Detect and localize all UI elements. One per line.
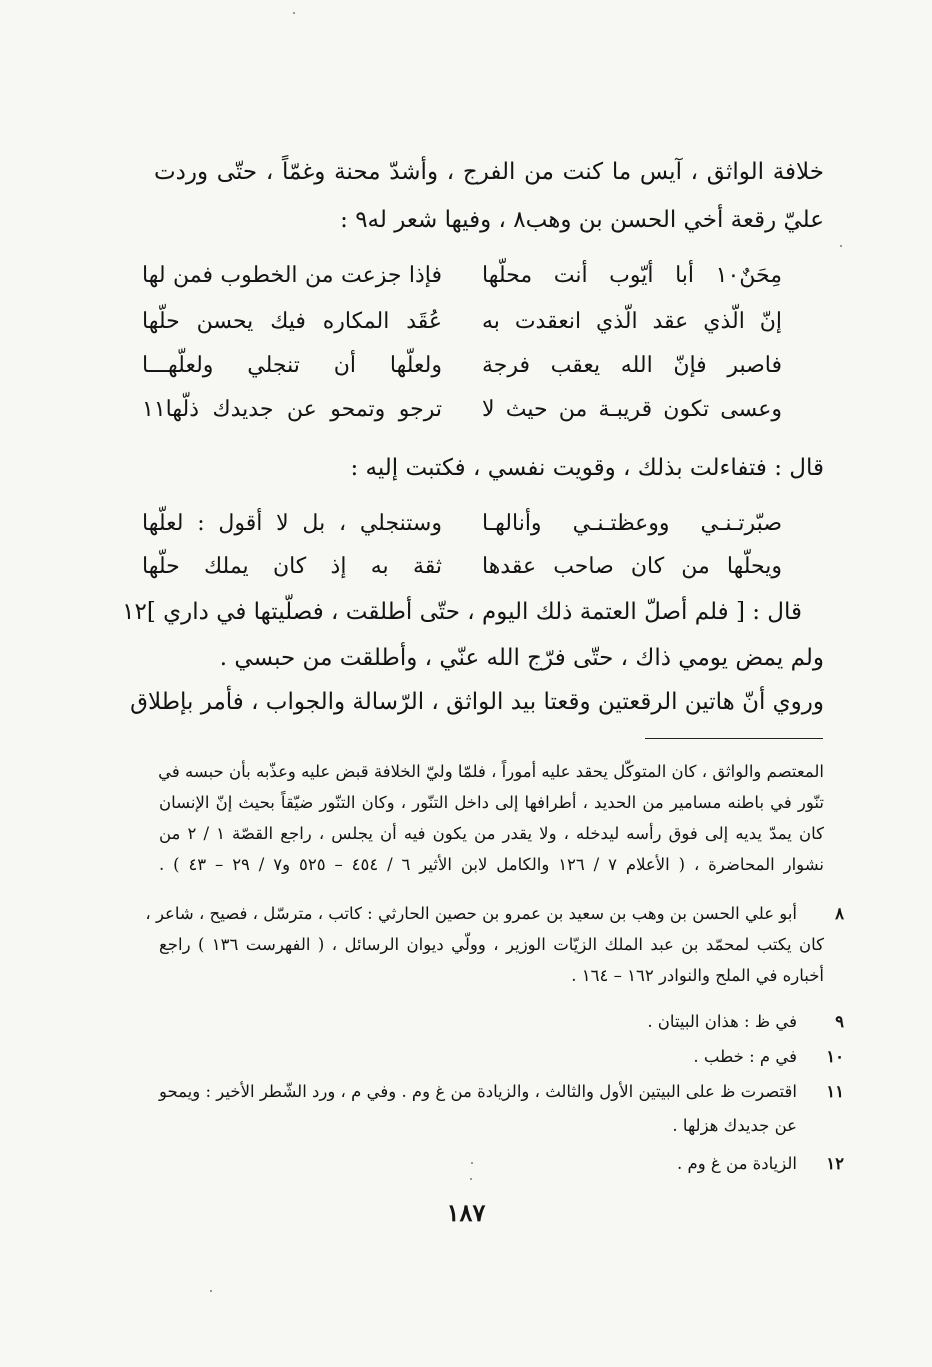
verse-hemistich-first: مِحَنٌ١٠ أبا أيّوب أنت محلّها: [482, 263, 782, 288]
footnote-number: ١٠: [826, 1047, 844, 1066]
scan-speck: [470, 1178, 472, 1180]
page-number: ١٨٧: [446, 1198, 486, 1227]
scan-speck: [210, 1290, 212, 1292]
footnote-line: الزيادة من غ وم .: [677, 1154, 797, 1173]
verse-hemistich-first: صبّرتـنـي ووعظتـنـي وأنالهـا: [482, 511, 782, 536]
verse-hemistich-second: ثقة به إذ كان يملك حلّها: [142, 554, 442, 579]
verse-hemistich-second: ترجو وتمحو عن جديدك ذلّها١١: [142, 397, 442, 422]
footnote-line: في ظ : هذان البيتان .: [647, 1012, 797, 1031]
footnote-line: في م : خطب .: [693, 1047, 797, 1066]
footnote-number: ١٢: [826, 1154, 844, 1173]
body-line: خلافة الواثق ، آيس ما كنت من الفرج ، وأشدّ محنة وغمّاً ، حتّى وردت: [154, 159, 824, 185]
footnote-separator: [645, 738, 823, 739]
verse-hemistich-first: وعسى تكون قريبـة من حيث لا: [482, 397, 782, 422]
footnote-number: ٨: [835, 904, 844, 923]
footnote-line: كان يكتب لمحمّد بن عبد الملك الزيّات الوزير ، وولّي ديوان الرسائل ، ( الفهرست ١٣٦ ) راجع: [159, 935, 824, 954]
scan-speck: [840, 245, 842, 247]
footnote-number: ٩: [835, 1012, 844, 1031]
footnote-line: أخباره في الملح والنوادر ١٦٢ – ١٦٤ .: [571, 966, 824, 985]
verse-hemistich-second: فإذا جزعت من الخطوب فمن لها: [142, 263, 442, 288]
body-line: ولم يمض يومي ذاك ، حتّى فرّج الله عنّي ، وأطلقت من حبسي .: [219, 645, 824, 671]
body-line: عليّ رقعة أخي الحسن بن وهب٨ ، وفيها شعر له٩ :: [340, 207, 824, 233]
footnote-line: المعتصم والواثق ، كان المتوكّل يحقد عليه أموراً ، فلمّا وليّ الخلافة قبض عليه وعذّبه بأن حبسه في: [158, 762, 824, 781]
verse-hemistich-second: وستنجلي ، بل لا أقول : لعلّها: [142, 511, 442, 536]
footnote-line: اقتصرت ظ على البيتين الأول والثالث ، والزيادة من غ وم . وفي م ، ورد الشّطر الأخير : ويمحو: [158, 1082, 797, 1101]
verse-hemistich-first: فاصبر فإنّ الله يعقب فرجة: [482, 353, 782, 378]
verse-hemistich-second: ولعلّها أن تنجلي ولعلّهـــا: [142, 353, 442, 378]
footnote-line: أبو علي الحسن بن وهب بن سعيد بن عمرو بن حصين الحارثي : كاتب ، مترسّل ، فصيح ، شاعر ،: [145, 904, 797, 923]
footnote-number: ١١: [826, 1082, 844, 1101]
body-line: وروي أنّ هاتين الرقعتين وقعتا بيد الواثق ، الرّسالة والجواب ، فأمر بإطلاق: [130, 689, 824, 715]
footnote-line: نشوار المحاضرة ، ( الأعلام ٧ / ١٢٦ والكامل لابن الأثير ٦ / ٤٥٤ – ٥٢٥ و٧ / ٢٩ – ٤٣ ) .: [159, 855, 825, 874]
body-line: قال : [ فلم أصلّ العتمة ذلك اليوم ، حتّى أطلقت ، فصلّيتها في داري ]١٢: [122, 599, 802, 625]
verse-hemistich-second: عُقَد المكاره فيك يحسن حلّها: [142, 309, 442, 334]
verse-hemistich-first: ويحلّها من كان صاحب عقدها: [482, 554, 782, 579]
scan-speck: [471, 1162, 473, 1164]
body-line: قال : فتفاءلت بذلك ، وقويت نفسي ، فكتبت إليه :: [350, 455, 824, 481]
footnote-line: كان يمدّ يديه إلى فوق رأسه ليدخله ، ولا يقدر من يكون فيه أن يجلس ، راجع القصّة ١ / ٢ من: [159, 824, 824, 843]
footnote-line: عن جديدك هزلها .: [672, 1116, 797, 1135]
verse-hemistich-first: إنّ الّذي عقد الّذي انعقدت به: [482, 309, 782, 334]
footnote-line: تنّور في باطنه مسامير من الحديد ، أطرافها إلى داخل التنّور ، وكان التنّور ضيّقاً بحيث إنّ الإنسان: [159, 793, 824, 812]
scan-speck: [293, 12, 295, 14]
